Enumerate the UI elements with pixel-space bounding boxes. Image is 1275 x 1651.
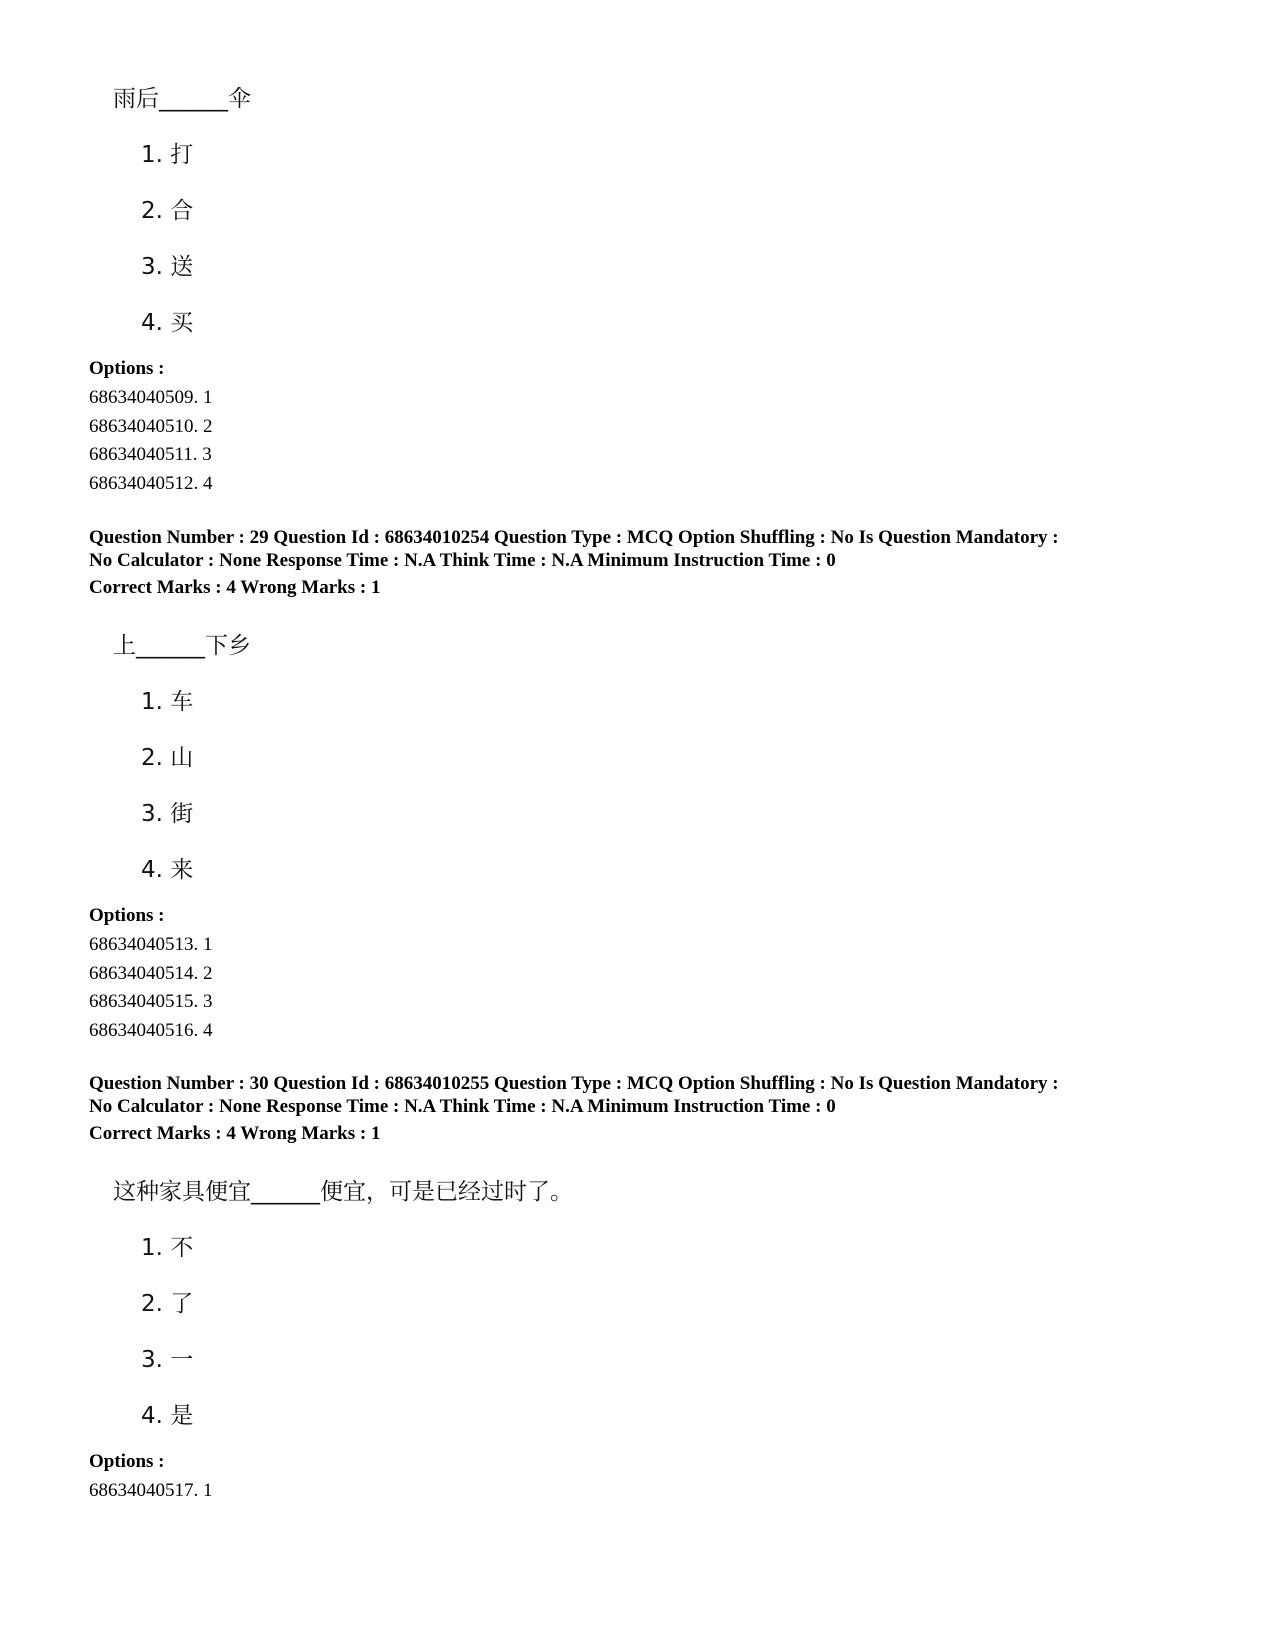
q30-meta-line1: Question Number : 30 Question Id : 68634010255 Question Type : MCQ Option Shuffling : No Is Question Mandatory :	[89, 1073, 1059, 1094]
q29-option-id: 68634040515. 3	[89, 991, 213, 1013]
q28-stem-after: 伞	[228, 86, 251, 112]
q29-option-id: 68634040516. 4	[89, 1019, 213, 1041]
q29-option-list	[89, 931, 213, 1045]
q29-meta-line1: Question Number : 29 Question Id : 68634010254 Question Type : MCQ Option Shuffling : No Is Question Mandatory :	[89, 527, 1059, 548]
q30-stem	[113, 1173, 573, 1206]
q30-choice-4: 4. 是	[141, 1403, 194, 1429]
q30-choice-3: 3. 一	[141, 1347, 194, 1373]
q28-options-label: Options :	[89, 358, 165, 379]
q28-blank: ______	[159, 86, 228, 112]
q28-option-id: 68634040510. 2	[89, 415, 213, 437]
q29-meta	[89, 526, 1059, 572]
q28-option-list	[89, 384, 213, 498]
q28-choice-1: 1. 打	[141, 142, 194, 168]
q28-option-id: 68634040511. 3	[89, 444, 212, 466]
q29-marks: Correct Marks : 4 Wrong Marks : 1	[89, 577, 381, 598]
q29-option-id: 68634040513. 1	[89, 934, 213, 955]
q29-stem-before: 上	[113, 633, 136, 659]
q29-option-id: 68634040514. 2	[89, 962, 213, 984]
q30-marks: Correct Marks : 4 Wrong Marks : 1	[89, 1123, 381, 1144]
q29-choice-1: 1. 车	[141, 689, 194, 715]
q30-meta-line2: No Calculator : None Response Time : N.A Think Time : N.A Minimum Instruction Time : 0	[89, 1096, 836, 1117]
q29-blank: ______	[136, 633, 205, 659]
q29-meta-line2: No Calculator : None Response Time : N.A Think Time : N.A Minimum Instruction Time : 0	[89, 550, 836, 571]
q28-choice-4: 4. 买	[141, 310, 194, 336]
q30-choice-1: 1. 不	[141, 1235, 194, 1261]
q28-option-id: 68634040509. 1	[89, 387, 213, 408]
q30-blank: ______	[251, 1179, 320, 1205]
q30-options-label: Options :	[89, 1451, 165, 1472]
q28-choice-3: 3. 送	[141, 254, 194, 280]
q28-stem-before: 雨后	[113, 86, 159, 112]
q29-stem-after: 下乡	[205, 633, 251, 659]
q30-choice-2: 2. 了	[141, 1291, 194, 1317]
q28-option-id: 68634040512. 4	[89, 472, 213, 494]
q29-choice-3: 3. 街	[141, 801, 194, 827]
q30-stem-before: 这种家具便宜	[113, 1179, 251, 1205]
q30-meta	[89, 1072, 1059, 1118]
q29-stem	[113, 627, 251, 660]
q28-choice-2: 2. 合	[141, 198, 194, 224]
q30-option-id: 68634040517. 1	[89, 1480, 213, 1501]
q29-choice-2: 2. 山	[141, 745, 194, 771]
q29-choice-4: 4. 来	[141, 857, 194, 883]
q28-stem	[113, 80, 251, 113]
q29-options-label: Options :	[89, 905, 165, 926]
q30-option-list	[89, 1477, 213, 1506]
q30-stem-after: 便宜，可是已经过时了。	[320, 1179, 573, 1205]
